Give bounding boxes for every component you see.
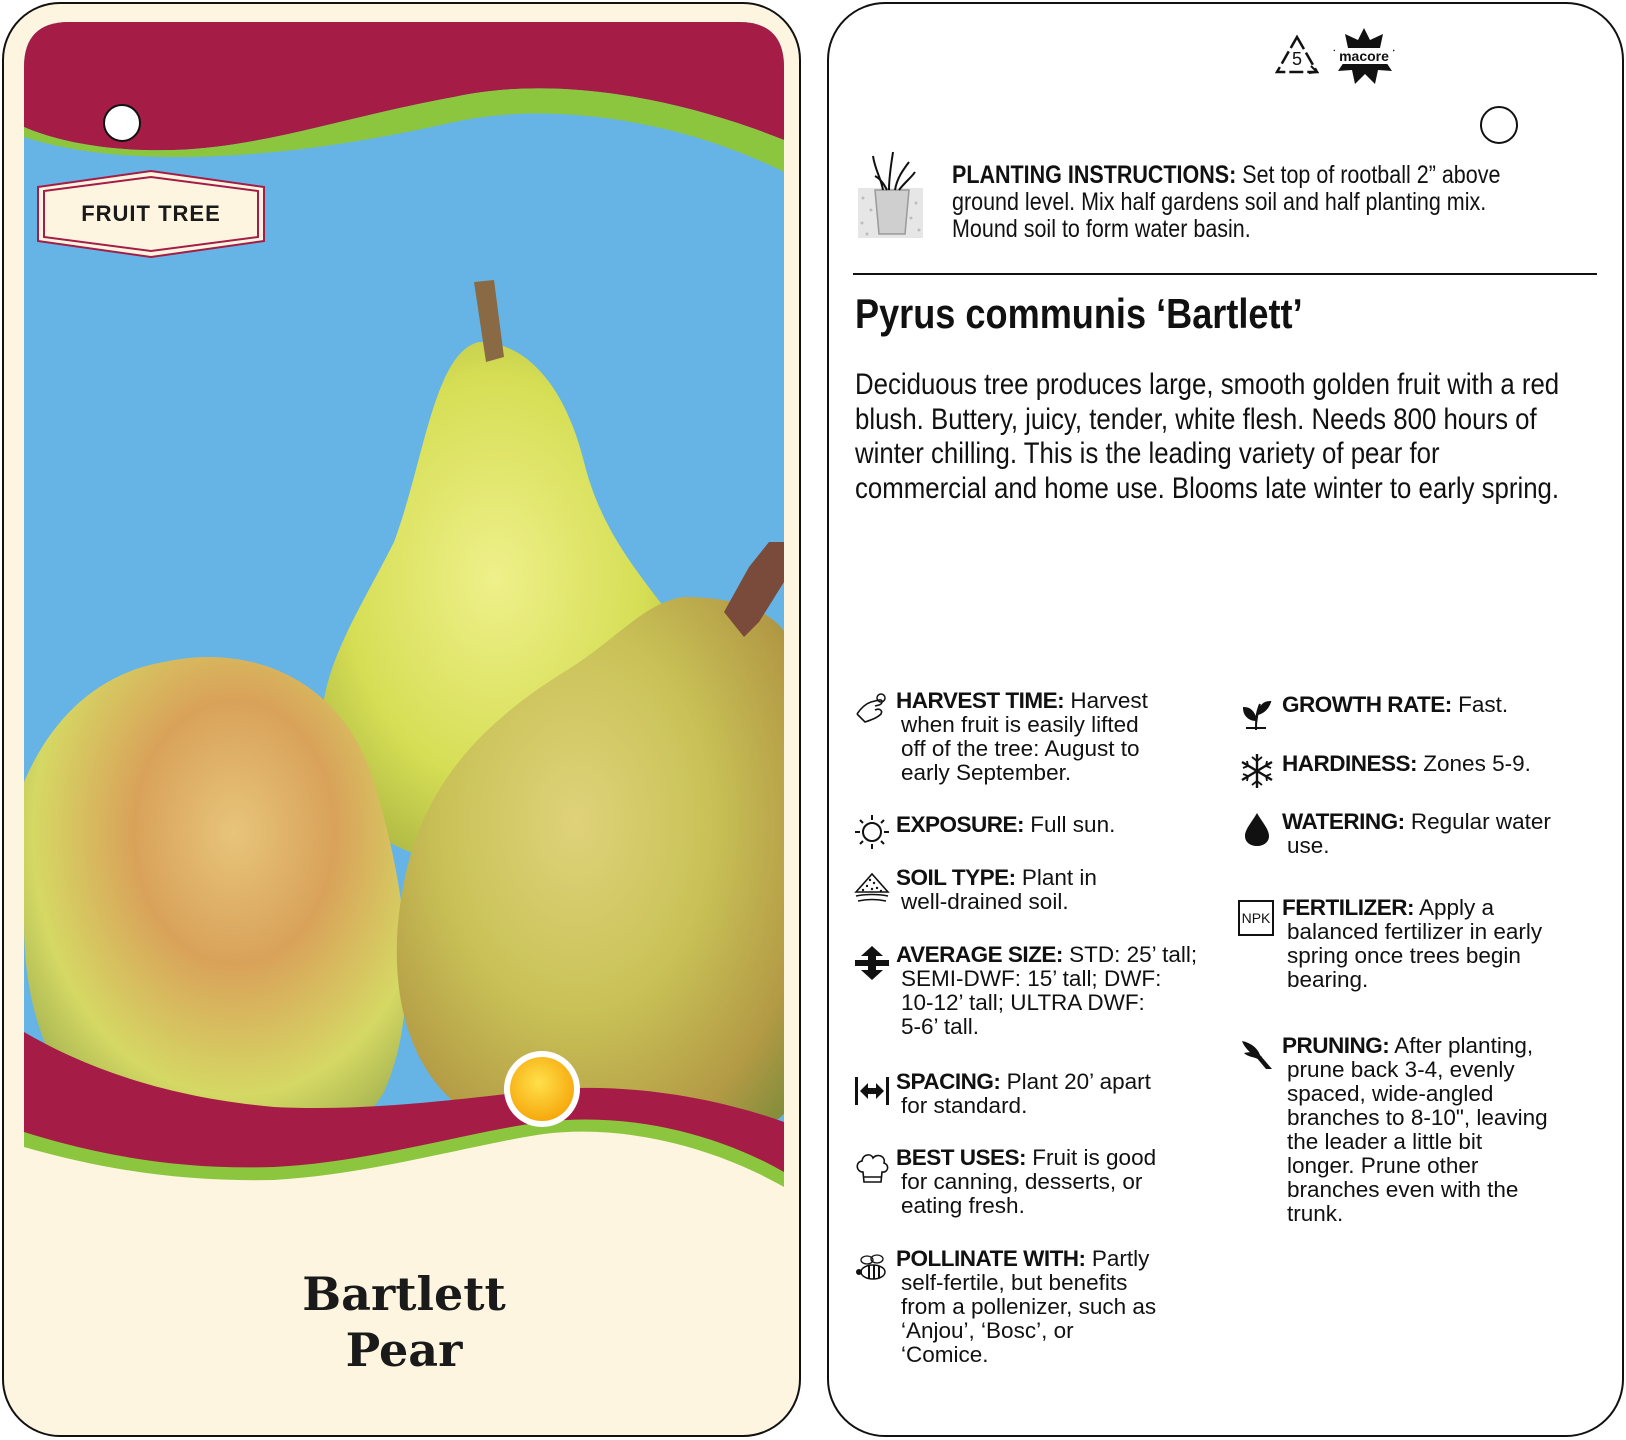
- recycle-icon: [1273, 34, 1321, 76]
- badge-label: FRUIT TREE: [81, 201, 221, 226]
- care-item-value: STD: 25’ tall;: [1069, 942, 1198, 967]
- macore-logo-icon: [1329, 26, 1399, 86]
- hang-hole: [103, 104, 141, 142]
- care-item-line: self-fertile, but benefits: [901, 1270, 1128, 1295]
- scientific-name: [855, 290, 1375, 338]
- sun-icon: [853, 813, 891, 851]
- fruit-tree-badge: [36, 169, 266, 259]
- care-item-value: Zones 5-9.: [1423, 751, 1531, 776]
- care-item-value: Fruit is good: [1032, 1145, 1157, 1170]
- care-item-line: longer. Prune other: [1287, 1153, 1479, 1178]
- care-item-line: use.: [1287, 833, 1330, 858]
- care-item-line: well-drained soil.: [901, 889, 1069, 914]
- care-item-line: for canning, desserts, or: [901, 1169, 1143, 1194]
- hang-hole: [1480, 106, 1518, 144]
- care-item-value: After planting,: [1394, 1033, 1534, 1058]
- care-item-line: branches to 8-10", leaving: [1287, 1105, 1548, 1130]
- care-item-line: 10-12’ tall; ULTRA DWF:: [901, 990, 1145, 1015]
- plant-description: [855, 368, 1626, 506]
- title-line-1: Bartlett: [302, 1267, 506, 1321]
- care-item-value: Apply a: [1419, 895, 1495, 920]
- care-item-key: BEST USES:: [896, 1145, 1027, 1170]
- water-drop-icon: [1238, 810, 1276, 848]
- care-item-line: SEMI-DWF: 15’ tall; DWF:: [901, 966, 1162, 991]
- care-item-key: AVERAGE SIZE:: [896, 942, 1063, 967]
- left-item-soil-type: [896, 866, 1097, 914]
- planting-line-2: ground level. Mix half gardens soil and half planting mix.: [952, 188, 1487, 216]
- potted-plant-icon: [853, 148, 928, 243]
- planting-line-3: Mound soil to form water basin.: [952, 215, 1251, 243]
- planting-heading: PLANTING INSTRUCTIONS:: [952, 161, 1237, 189]
- care-item-key: HARVEST TIME:: [896, 688, 1065, 713]
- care-item-line: 5-6’ tall.: [901, 1014, 979, 1039]
- divider-rule: [853, 273, 1597, 275]
- right-item-hardiness: [1282, 752, 1531, 776]
- care-item-line: off of the tree: August to: [901, 736, 1140, 761]
- care-item-value: Harvest: [1070, 688, 1148, 713]
- care-item-line: branches even with the: [1287, 1177, 1519, 1202]
- care-item-line: when fruit is easily lifted: [901, 712, 1139, 737]
- npk-icon: [1238, 900, 1274, 936]
- pruners-icon: [1238, 1035, 1276, 1073]
- npk-icon-text: NPK: [1241, 910, 1271, 926]
- left-item-spacing: [896, 1070, 1151, 1118]
- care-item-value: Regular water: [1410, 809, 1551, 834]
- care-item-line: early September.: [901, 760, 1072, 785]
- care-item-key: HARDINESS:: [1282, 751, 1418, 776]
- care-item-line: spaced, wide-angled: [1287, 1081, 1494, 1106]
- left-item-harvest-time: [896, 689, 1148, 785]
- care-item-key: FERTILIZER:: [1282, 895, 1414, 920]
- right-item-watering: [1282, 810, 1551, 858]
- planting-instructions: [952, 162, 1626, 243]
- right-item-growth-rate: [1282, 693, 1508, 717]
- care-item-key: POLLINATE WITH:: [896, 1246, 1086, 1271]
- care-item-key: WATERING:: [1282, 809, 1405, 834]
- left-item-pollinate-with: [896, 1247, 1156, 1367]
- care-item-value: Partly: [1091, 1246, 1150, 1271]
- care-item-line: prune back 3-4, evenly: [1287, 1057, 1515, 1082]
- care-item-line: eating fresh.: [901, 1193, 1025, 1218]
- chef-hat-icon: [853, 1150, 891, 1188]
- plant-common-name: [24, 1266, 784, 1378]
- bee-icon: [853, 1250, 891, 1288]
- care-item-line: ‘Anjou’, ‘Bosc’, or: [901, 1318, 1074, 1343]
- care-item-line: from a pollenizer, such as: [901, 1294, 1157, 1319]
- care-item-key: SPACING:: [896, 1069, 1001, 1094]
- care-item-value: Full sun.: [1030, 812, 1116, 837]
- care-item-value: Fast.: [1458, 692, 1509, 717]
- care-item-value: Plant in: [1021, 865, 1097, 890]
- left-item-average-size: [896, 943, 1197, 1039]
- care-item-line: trunk.: [1287, 1201, 1344, 1226]
- front-card: [2, 2, 801, 1437]
- care-item-line: for standard.: [901, 1093, 1028, 1118]
- description-text: Deciduous tree produces large, smooth golden fruit with a red blush. Buttery, juicy, tender, white flesh. Needs 800 hours of winter chilling. This is the leading variety of pear for commercial and home use. Blooms late winter to early spring.: [855, 368, 1560, 505]
- right-item-fertilizer: [1282, 896, 1542, 992]
- recycle-number: 5: [1291, 49, 1303, 69]
- growth-icon: [1238, 694, 1276, 732]
- title-line-2: Pear: [345, 1323, 463, 1377]
- spacing-icon: [853, 1072, 891, 1110]
- snowflake-icon: [1238, 752, 1276, 790]
- left-item-exposure: [896, 813, 1115, 837]
- care-item-key: SOIL TYPE:: [896, 865, 1016, 890]
- care-item-line: balanced fertilizer in early: [1287, 919, 1543, 944]
- care-item-line: the leader a little bit: [1287, 1129, 1483, 1154]
- care-item-line: ‘Comice.: [901, 1342, 989, 1367]
- brand-logo-text: macore: [1339, 48, 1389, 64]
- left-item-best-uses: [896, 1146, 1156, 1218]
- care-item-key: EXPOSURE:: [896, 812, 1025, 837]
- soil-icon: [853, 868, 891, 906]
- height-icon: [853, 944, 891, 982]
- harvest-hand-icon: [853, 690, 891, 728]
- planting-line-1: Set top of rootball 2” above: [1242, 161, 1501, 189]
- care-item-key: PRUNING:: [1282, 1033, 1390, 1058]
- right-item-pruning: [1282, 1034, 1548, 1226]
- care-item-line: spring once trees begin: [1287, 943, 1521, 968]
- care-item-value: Plant 20’ apart: [1006, 1069, 1151, 1094]
- scientific-name-text: Pyrus communis ‘Bartlett’: [855, 290, 1303, 337]
- care-item-line: bearing.: [1287, 967, 1369, 992]
- care-item-key: GROWTH RATE:: [1282, 692, 1452, 717]
